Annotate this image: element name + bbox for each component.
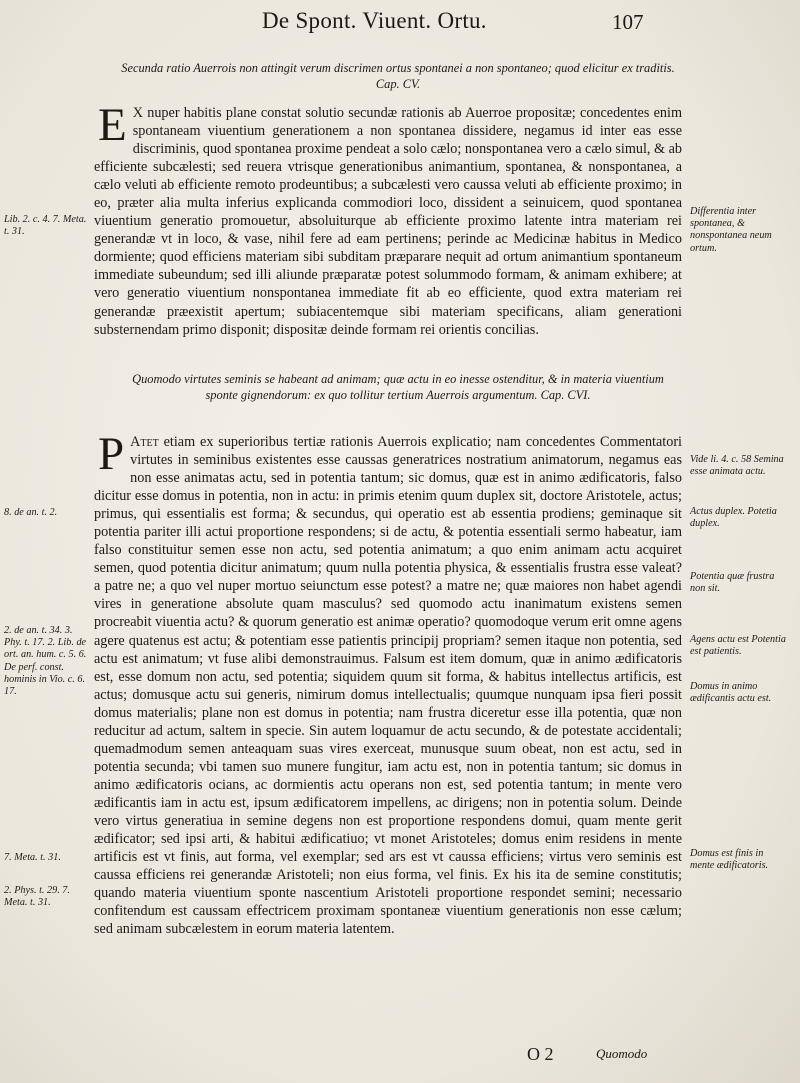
margin-note-right: Potentia quæ frustra non sit. — [690, 571, 775, 595]
margin-note-right: Agens actu est Potentia est patientis. — [690, 634, 786, 658]
signature-mark: O 2 — [527, 1044, 554, 1064]
margin-note-left: 7. Meta. t. 31. — [4, 852, 61, 863]
margin-note-right: Domus est finis in mente ædificatoris. — [690, 848, 769, 872]
chapter-heading-106: Quomodo virtutes seminis se habeant ad animam; quæ actu in eo inesse ostenditur, & in materia viuentium sponte gignendorum: ex quo tollitur tertium Auerrois argumentum. Cap. CVI. — [132, 372, 664, 402]
running-title: De Spont. Viuent. Ortu. — [262, 8, 487, 33]
margin-note-left: 8. de an. t. 2. — [4, 507, 58, 518]
margin-note-left: 2. Phys. t. 29. 7. Meta. t. 31. — [4, 885, 70, 909]
chapter-106-text: etiam ex superioribus tertiæ rationis Auerrois explicatio; nam concedentes Commentatori virtutes in seminibus existentes esse caussas generatrices nostratium animatorum, negamus eas non esse animatas actu, sed in potentia tantum; sic domus, quæ est in animo ædificatoris, falso dicitur esse domus in potentia, non in actu: in primis etenim quum duplex sit, doctore Aristotele, actus; primus, qui essentialis est forma; & secundus, qui operatio est ab essentia prodiens; geminaque sit potentia pariter illi actui proportione respondens; si de actu, & potentia essentiali sermo habeatur, iam falso constituitur semen esse non actu, sed potentia animatum; a quo enim animam actu acquiret semen, quod potentia dicitur animatum; quum nulla potentia physica, & essentialis frustra esse valeat? a patre ne; a quo vel nuper mortuo seiunctum esse potest? a matre ne; quæ maiores non habet agendi vires in generatione absolute quam masculus? sed quomodo actu inanimatum existens semen procreabit viuentia actu? & quorum generatio est animæ operatio? quomodoque verum erit omne agens agere quatenus est actu; & potentiam esse patientis principij propriam? semen itaque non potentia, sed actu est animatum; vt fuse alibi demonstrauimus. Falsum est item domum, quæ in animo ædificatoris est, esse domum non actu, sed potentia; siquidem quum sit forma, & habitus intellectus artificis, est actus; domusque actu sui generis, nimirum domus intellectualis; quumque nunquam ipsa fieri possit domus materialis; plane non est domus in potentia; nam frustra diceretur esse illa potentia, quæ non reducitur ad actum, saltem in specie. Sin autem loquamur de actu secundo, & de potestate accidentali; quemadmodum semen anteaquam suas vires exerceat, munusque suum obeat, non est actu, sed in potentia secunda; vbi tamen suo munere fungitur, iam actu est, non in potentia tantum; sic domus in animo ædificatoris ocians, ac dormientis actu operans non est, sed potentia tantum; in mente vero ædificantis iam in actu est, ipsum ædificatorem impellens, ac dirigens; non in potentia solum. Deinde vero virtus generatiua in semine degens non est proportione respondens domui, quam mente gerit ædificator; sed ipsi arti, & habitui ædificatiuo; vt monet Aristoteles; domus enim residens in mente artificis est vt finis, aut forma, vel exemplar; sed ars est vt caussa efficiens; virtus vero seminis est caussa efficiens rei generandæ Aristoteli; non eius forma, vel finis. Ex his ita de semine constitutis; quando materia viuentium sponte nascentium Aristoteli proportione respondet semini; necessario confitendum est caussam effectricem proximam spontaneæ viuentium generationis non esse cælum; sed animam subcælestem in eorum materia latentem. — [94, 434, 682, 938]
chapter-106-paragraph — [94, 428, 682, 938]
chapter-106-lead: Atet — [130, 434, 159, 450]
chapter-105-text: X nuper habitis plane constat solutio secundæ rationis ab Auerroe propositæ; concedentes enim spontaneam viuentium generationem a non spontanea dissidere, negamus id inter eas esse discriminis, quod spontanea proxime pendeat a solo cælo; nonspontanea vero a cælo simul, & ab efficiente subcælesti; sed reuera vtrisque generationibus animantium, spontanea, & nonspontanea, a cælo veluti ab efficiente remoto prodeuntibus; a subcælesti vero caussa veluti ab efficiente proximo; in eo, præter alia multa inferius explicanda commodiori loco, dissident a seinuicem, quod spontanea viuentium generatio promouetur, absoluiturque ab efficiente proximo latente intra materiam rei generandæ vt in loco, & vase, nihil fere ad eam pertinens; perinde ac Medicinæ habitus in Medico dormiente; quod efficiens materiam sibi subditam præparare nequit ad ortum animantium spontaneum immediate subeundum; sed illi aliunde præparatæ potest solummodo formam, & animam exhibere; at vero generatio viuentium nonspontanea immediate fit ab eo efficiente, quod extra materiam rei generandæ præexistit apertum; subiacentemque sibi materiam specificans, aliam generationi substernendam primo disponit; dispositæ deinde formam rei orientis concilias. — [94, 105, 682, 338]
margin-note-left: Lib. 2. c. 4. 7. Meta. t. 31. — [4, 214, 87, 238]
dropcap-p: P — [98, 428, 125, 480]
page-number: 107 — [612, 10, 644, 34]
margin-note-left: 2. de an. t. 34. 3. Phy. t. 17. 2. Lib. de ort. an. hum. c. 5. 6. De perf. const. hominis in Vio. c. 6. 17. — [4, 625, 87, 698]
margin-note-right: Differentia inter spontanea, & nonspontanea neum ortum. — [690, 206, 772, 254]
margin-note-right: Domus in animo ædificantis actu est. — [690, 681, 772, 705]
dropcap-e: E — [98, 99, 127, 151]
running-head — [0, 8, 800, 38]
margin-note-right: Vide li. 4. c. 58 Semina esse animata actu. — [690, 454, 784, 478]
catchword: Quomodo — [596, 1046, 648, 1061]
chapter-105-paragraph — [94, 99, 682, 339]
margin-note-right: Actus duplex. Potetia duplex. — [690, 506, 777, 530]
page-footer — [0, 1044, 800, 1074]
chapter-heading-105: Secunda ratio Auerrois non attingit verum discrimen ortus spontanei a non spontaneo; quod elicitur ex traditis. Cap. CV. — [121, 61, 675, 91]
